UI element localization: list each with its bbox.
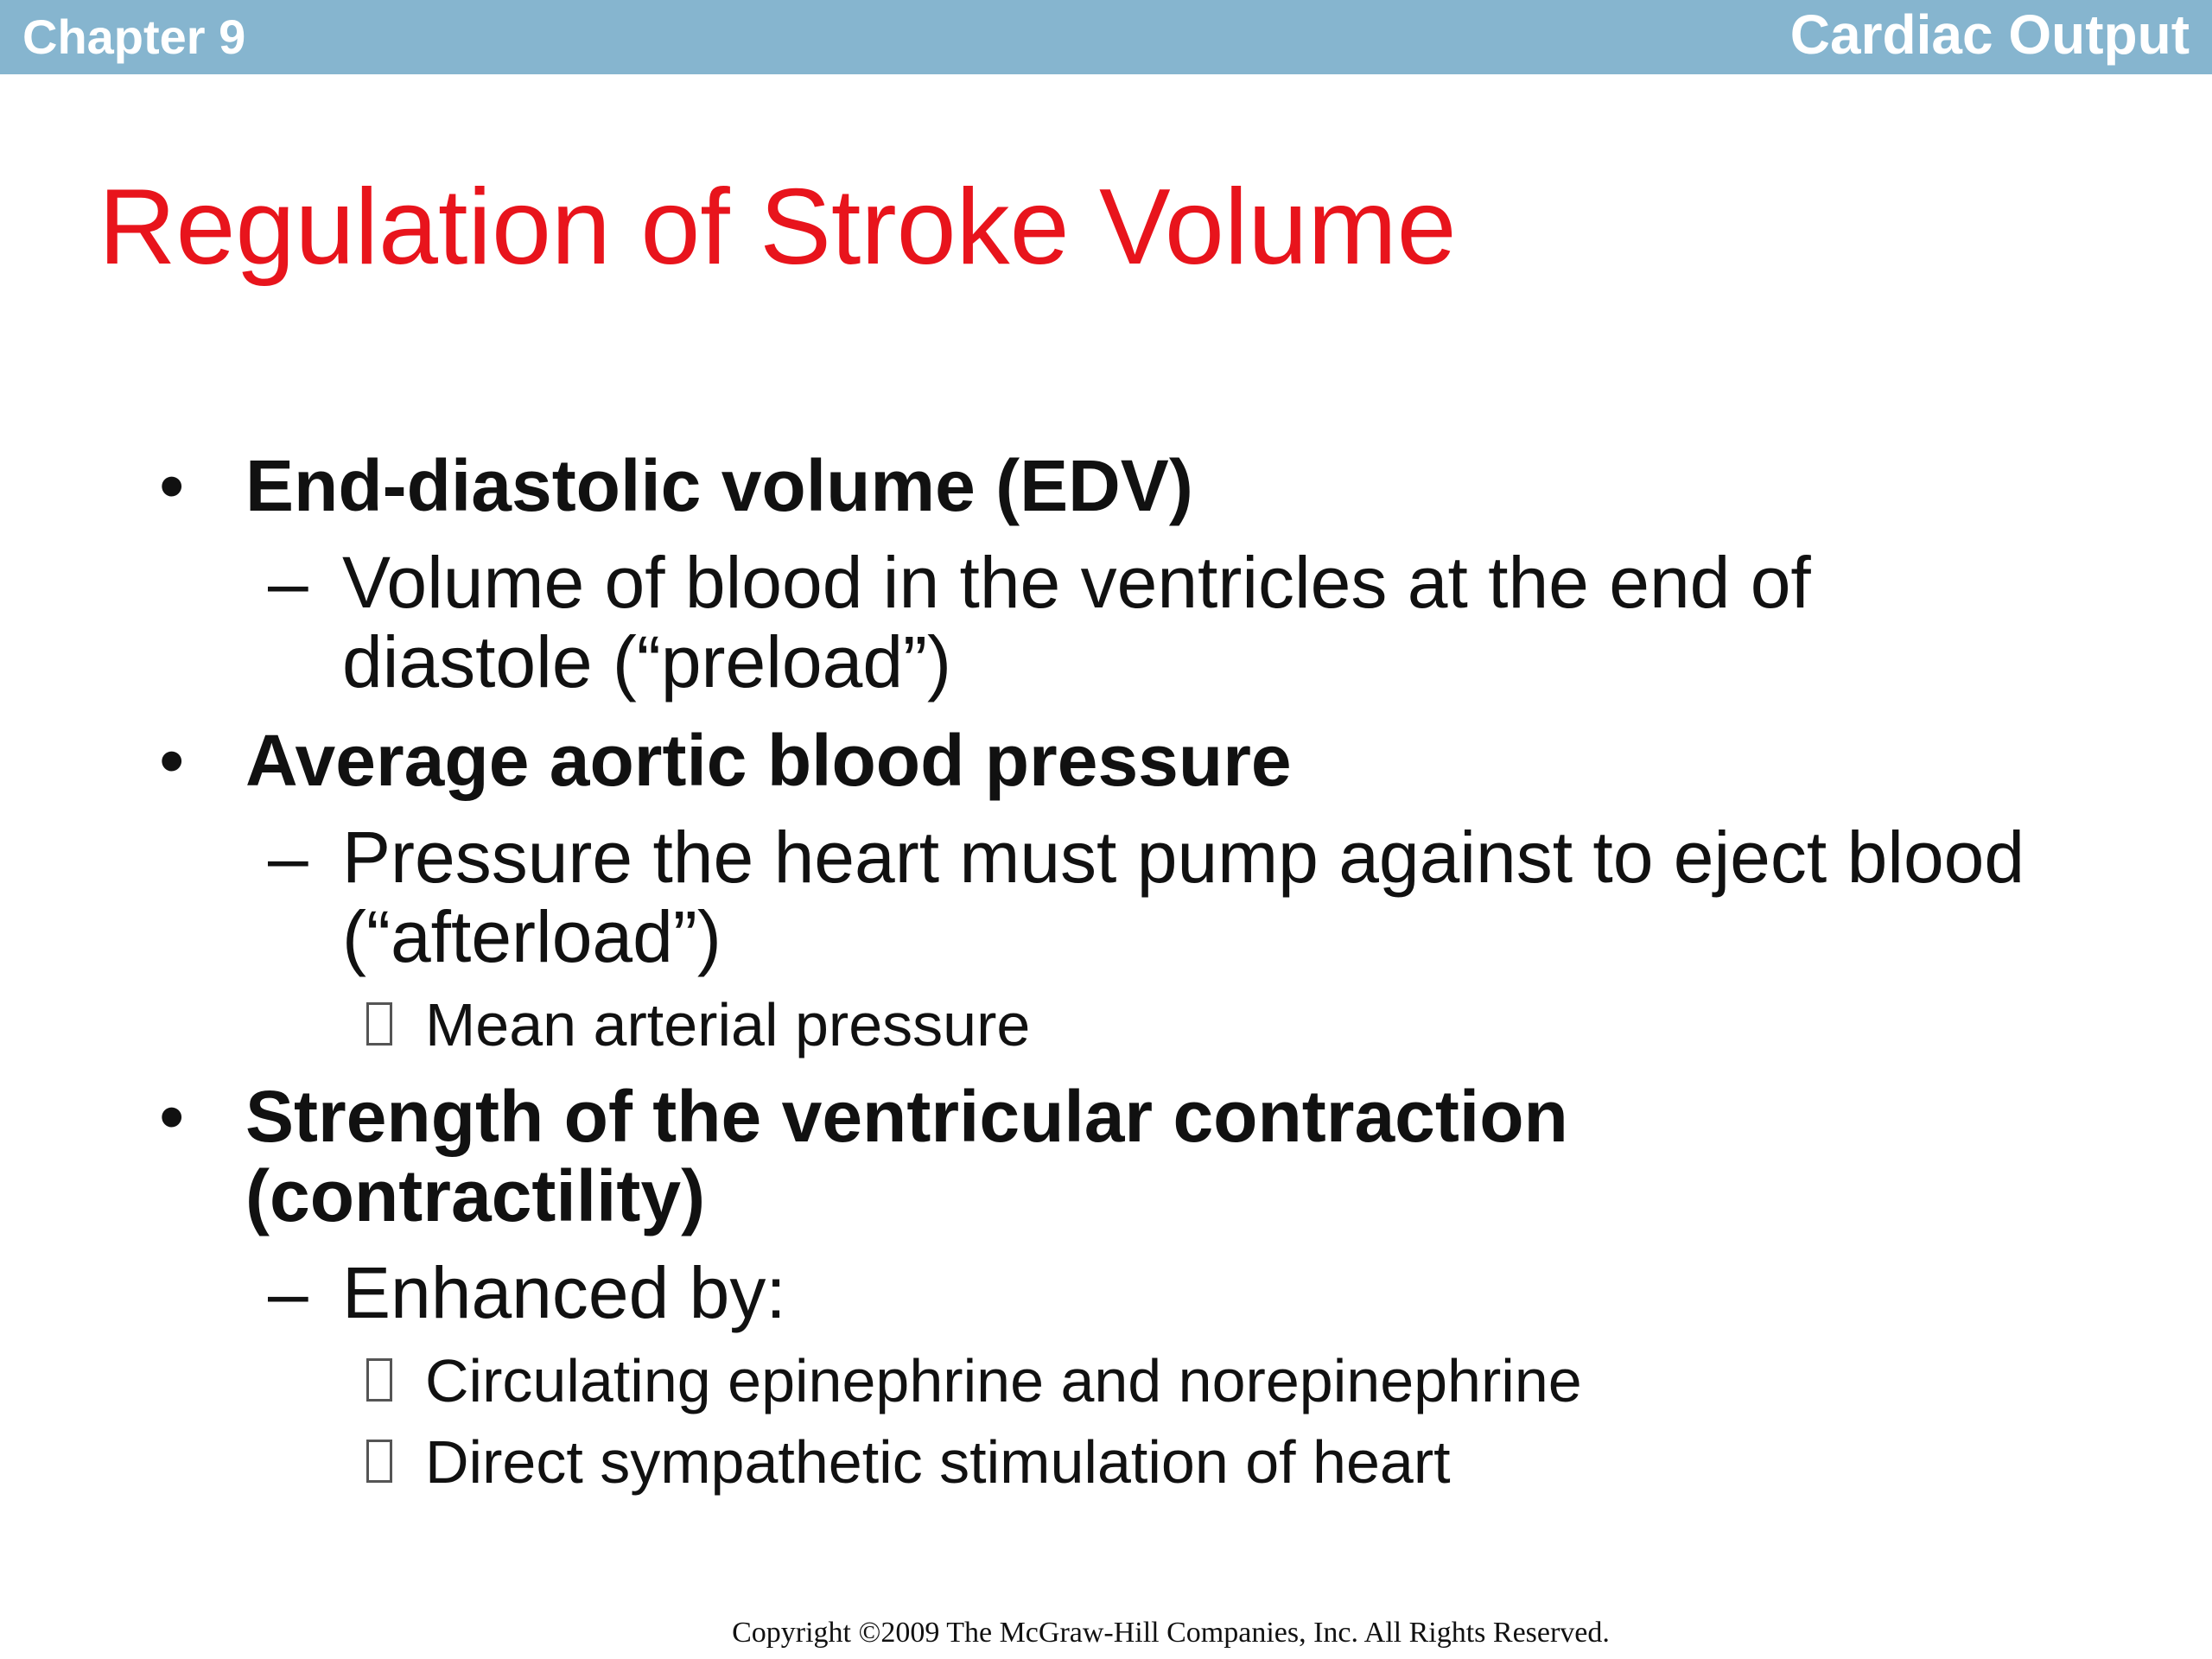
square-bullet-icon	[366, 1440, 392, 1483]
square-bullet-icon	[366, 1002, 392, 1046]
bullet-item: Strength of the ventricular contraction (contractility)	[245, 1076, 1568, 1236]
slide-title: Regulation of Stroke Volume	[99, 168, 1457, 287]
copyright-footer: Copyright ©2009 The McGraw-Hill Companies, Inc. All Rights Reserved.	[732, 1617, 1610, 1649]
bullet-marker: •	[159, 1076, 185, 1157]
sub-bullet-item: Volume of blood in the ventricles at the end of diastole (“preload”)	[342, 542, 1811, 702]
header-bar	[0, 0, 2212, 74]
chapter-label: Chapter 9	[22, 10, 246, 64]
sub-sub-bullet-item: Circulating epinephrine and norepinephrine	[425, 1347, 1582, 1414]
square-bullet-icon	[366, 1358, 392, 1402]
sub-bullet-item: Pressure the heart must pump against to eject blood (“afterload”)	[342, 817, 2025, 977]
dash-marker: –	[268, 817, 308, 898]
bullet-item: Average aortic blood pressure	[245, 720, 1292, 801]
section-label: Cardiac Output	[1789, 3, 2190, 66]
bullet-marker: •	[159, 445, 185, 526]
dash-marker: –	[268, 1252, 308, 1333]
bullet-marker: •	[159, 720, 185, 801]
dash-marker: –	[268, 542, 308, 623]
sub-bullet-item: Enhanced by:	[342, 1252, 786, 1333]
bullet-item: End-diastolic volume (EDV)	[245, 445, 1193, 526]
sub-sub-bullet-item: Direct sympathetic stimulation of heart	[425, 1428, 1451, 1496]
sub-sub-bullet-item: Mean arterial pressure	[425, 991, 1031, 1058]
